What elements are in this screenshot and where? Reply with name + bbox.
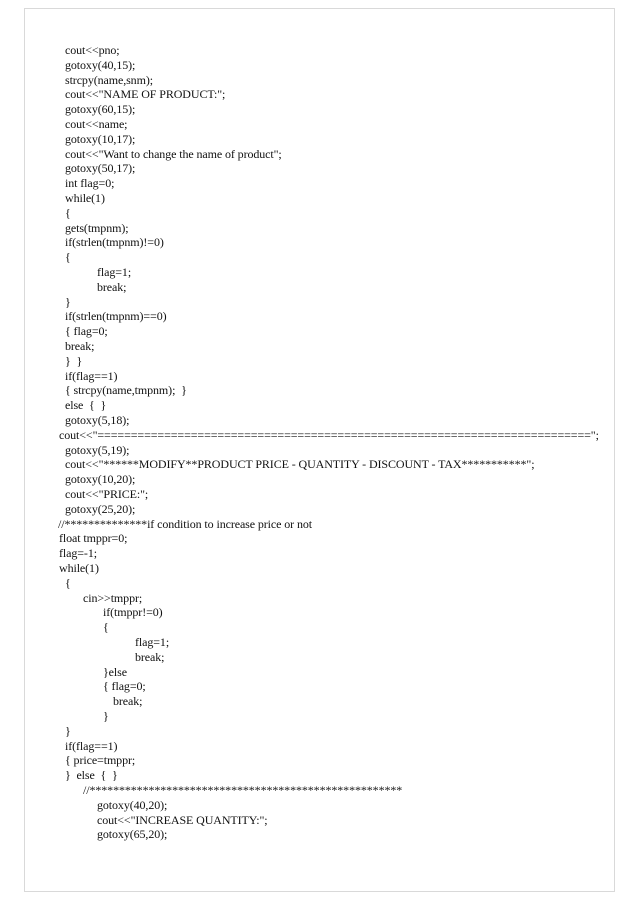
code-line: gotoxy(25,20); [65,501,136,516]
code-line: flag=1; [135,635,170,649]
code-line: gotoxy(10,20); [65,472,136,487]
code-line: } } [65,353,83,368]
code-line: if(tmppr!=0) [103,605,163,620]
code-line: gotoxy(50,17); [65,161,136,176]
code-line: cout<<"******MODIFY**PRODUCT PRICE - QUANTITY - DISCOUNT - TAX***********"; [65,457,535,472]
code-line: gotoxy(10,17); [65,131,136,146]
code-line: int flag=0; [65,176,115,191]
code-line: cin>>tmppr; [83,590,143,605]
code-line: strcpy(name,snm); [65,72,153,87]
code-line: else { } [65,398,107,413]
code-line: }else [103,664,127,679]
code-line: flag=1; [97,265,132,279]
code-line: if(flag==1) [65,368,118,383]
code-line: cout<<name; [65,117,128,131]
code-line: } [103,709,109,723]
code-line: //***************************************************** [83,783,403,797]
code-line: gotoxy(65,20); [97,827,168,842]
code-line: while(1) [59,561,99,575]
code-line: gotoxy(5,18); [65,413,130,427]
code-line: cout<<pno; [65,43,120,57]
code-line: cout<<"Want to change the name of product"; [65,146,282,161]
document-page [24,8,615,892]
code-line: float tmppr=0; [59,531,128,546]
code-line: flag=-1; [59,546,97,561]
code-line: //**************if condition to increase price or not [58,516,312,531]
code-line: } [65,723,71,738]
code-line: if(strlen(tmpnm)==0) [65,309,167,324]
code-line: gotoxy(40,15); [65,57,136,72]
code-line: { flag=0; [103,679,146,694]
code-line: { [65,250,71,265]
code-line: if(flag==1) [65,738,118,753]
code-line: cout<<"INCREASE QUANTITY:"; [97,812,268,827]
code-line: break; [65,339,95,353]
code-line: break; [113,694,143,709]
code-line: cout<<"NAME OF PRODUCT:"; [65,87,226,102]
code-line: if(strlen(tmpnm)!=0) [65,235,164,250]
code-line: cout<<"PRICE:"; [65,487,149,501]
code-line: { price=tmppr; [65,753,136,768]
code-line: { strcpy(name,tmpnm); } [65,383,187,398]
code-line: gotoxy(5,19); [65,442,130,457]
code-line: } else { } [65,768,118,783]
code-line: } [65,294,71,309]
code-line: break; [135,649,165,664]
code-line: gets(tmpnm); [65,220,129,235]
code-line: { [65,205,71,220]
code-line: { [103,620,109,635]
code-line: gotoxy(40,20); [97,797,168,812]
code-line: { flag=0; [65,324,108,339]
code-line: { [65,575,71,590]
code-line: gotoxy(60,15); [65,102,136,117]
code-line: while(1) [65,191,105,205]
code-line: break; [97,279,127,294]
code-line: cout<<"=========================================================================="; [59,427,599,442]
